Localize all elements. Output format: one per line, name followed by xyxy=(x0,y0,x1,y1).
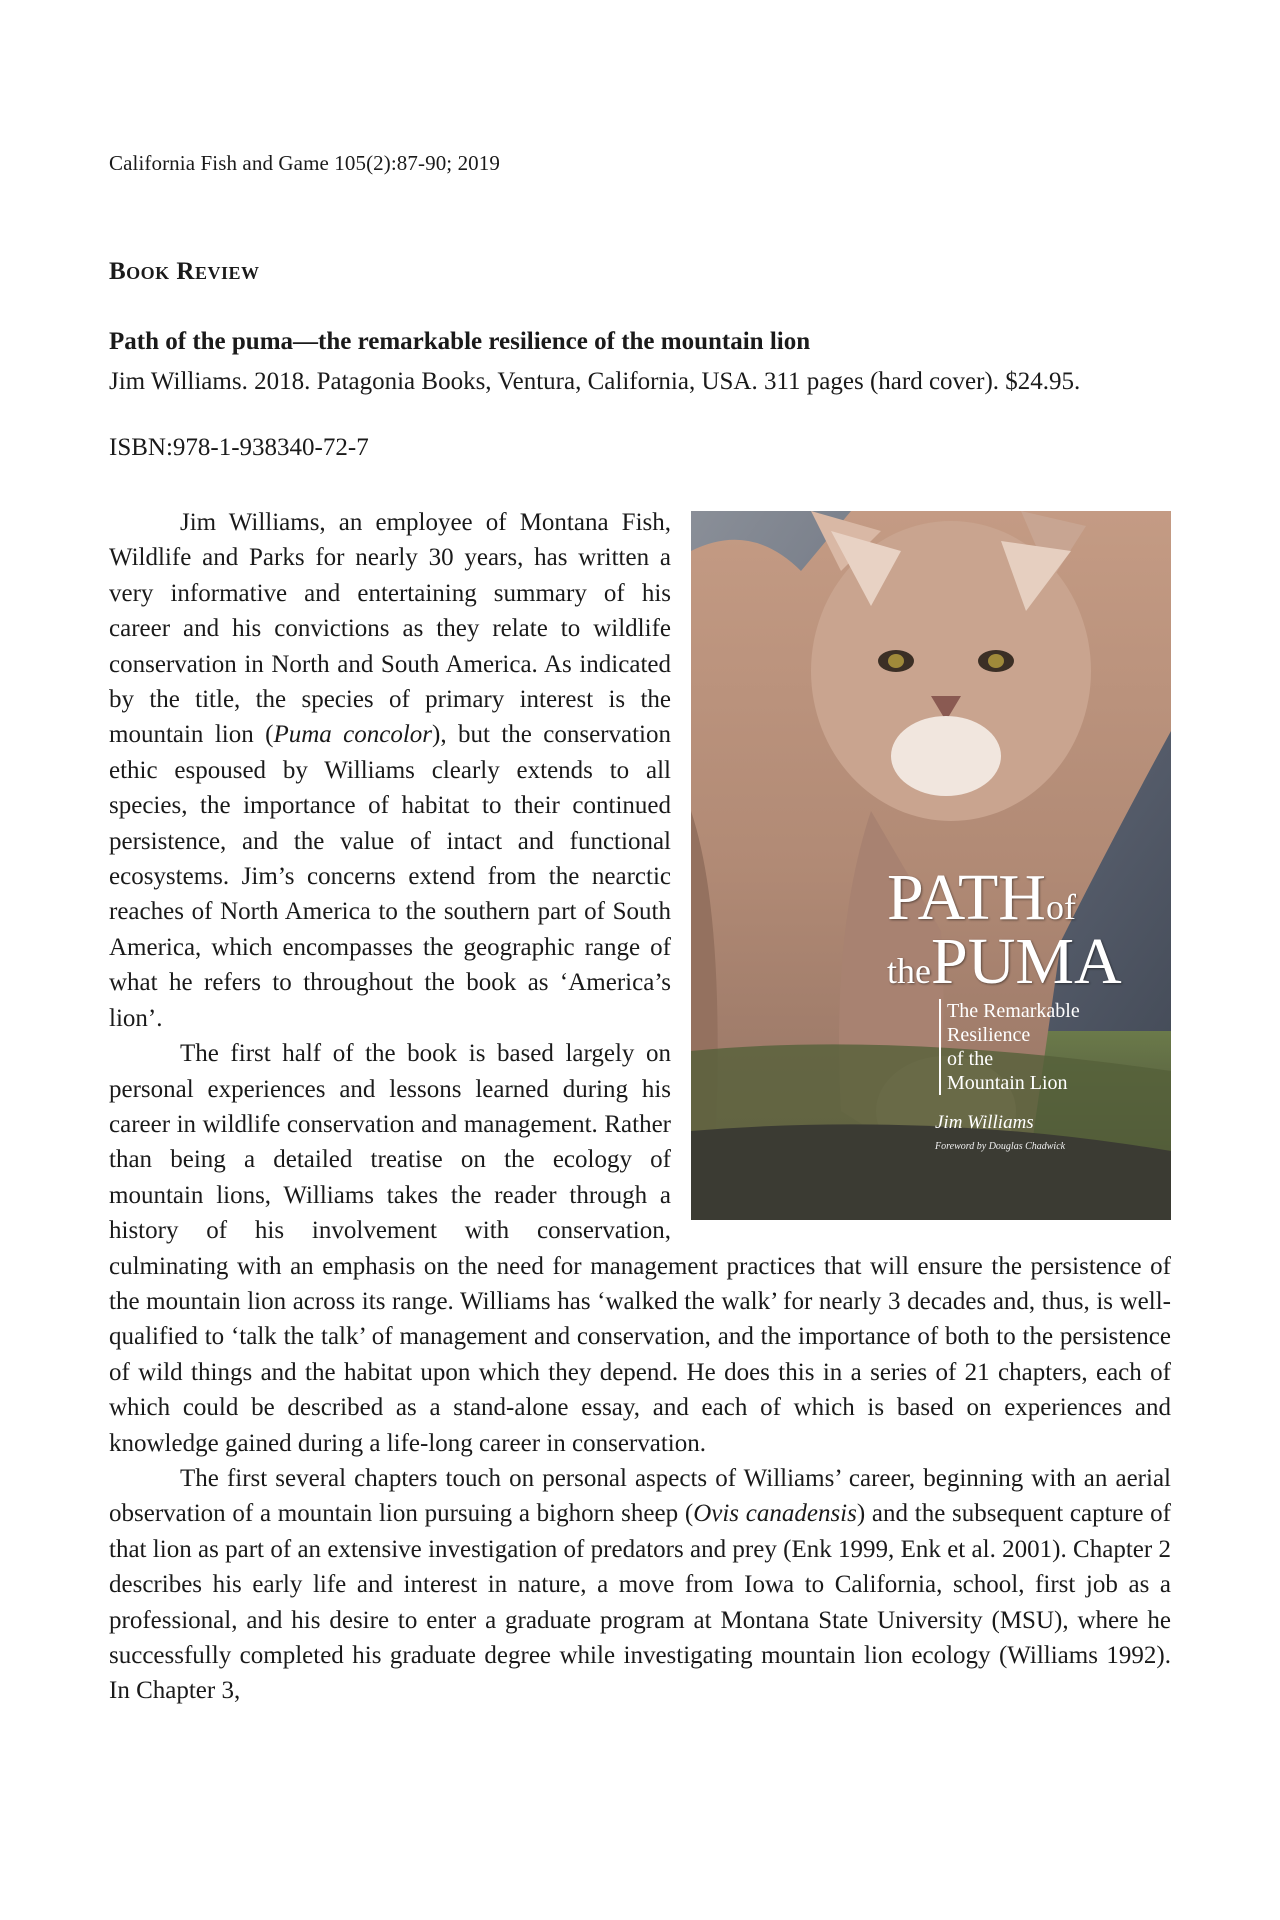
cover-subtitle xyxy=(939,999,1167,1095)
cover-title-word-path: PATH xyxy=(887,861,1046,934)
paragraph-text: Jim Williams, an employee of Montana Fish, Wildlife and Parks for nearly 30 years, has written a very informative and entertaining summary of his career and his convictions as they relate to wildlife conservation in North and South America. As indicated by the title, the species of primary interest is the mountain lion ( xyxy=(109,509,671,749)
paragraph-text: The first several chapters touch on personal aspects of Williams’ career, beginning with an aerial observation of a mountain lion pursuing a bighorn sheep ( xyxy=(109,1464,1171,1528)
body-paragraph-2: The first half of the book is based largely on personal experiences and lessons learned during his career in wildlife conservation and management. Rather than being a detailed treatise on the ecology of mountain lions, Williams takes the reader through a history of his involvement with conservation, culminating with an emphasis on the need for management practices that will ensure the persistence of the mountain lion across its range. Williams has ‘walked the walk’ for nearly 3 decades and, thus, is well-qualified to ‘talk the talk’ of management and conservation, and the importance of both to the persistence of wild things and the habitat upon which they depend. He does this in a series of 21 chapters, each of which could be described as a stand-alone essay, and each of which is based on experiences and knowledge gained during a life-long career in conservation. xyxy=(109,1040,1171,1457)
journal-citation-header: California Fish and Game 105(2):87-90; 2019 xyxy=(109,151,500,175)
species-name: Ovis canadensis xyxy=(693,1500,857,1528)
body-paragraph-3 xyxy=(109,1461,1171,1709)
paragraph-text: ) and the subsequent capture of that lion as part of an extensive investigation of predators and prey (Enk 1999, Enk et al. 2001). Chapter 2 describes his early life and interest in nature, a move from Iowa to California, school, first job as a professional, and his desire to enter a graduate program at Montana State University (MSU), where he successfully completed his graduate degree while investigating mountain lion ecology (Williams 1992). In Chapter 3, xyxy=(109,1500,1172,1705)
species-name: Puma concolor xyxy=(273,721,433,749)
book-citation: Jim Williams. 2018. Patagonia Books, Ventura, California, USA. 311 pages (hard cover). $24.95. xyxy=(109,368,1081,395)
cover-subtitle-line: Mountain Lion xyxy=(947,1072,1068,1094)
cover-foreword: Foreword by Douglas Chadwick xyxy=(935,1141,1066,1152)
review-body xyxy=(109,505,1171,1709)
cover-subtitle-line: The Remarkable xyxy=(947,1000,1080,1022)
cover-title-word-the: the xyxy=(887,951,931,991)
review-title: Path of the puma—the remarkable resilience of the mountain lion xyxy=(109,328,811,355)
book-cover-image xyxy=(691,511,1171,1220)
cover-title-line-1 xyxy=(887,861,1076,934)
cover-title-line-2 xyxy=(887,925,1122,998)
cover-author: Jim Williams xyxy=(935,1112,1034,1133)
book-isbn: ISBN:978-1-938340-72-7 xyxy=(109,434,369,461)
cover-title-word-of: of xyxy=(1045,887,1076,927)
section-heading: Book Review xyxy=(109,258,260,285)
cover-subtitle-line: Resilience xyxy=(947,1024,1031,1046)
cover-title-word-puma: PUMA xyxy=(930,925,1122,998)
cover-subtitle-line: of the xyxy=(947,1048,994,1070)
paragraph-text: ), but the conservation ethic espoused by Williams clearly extends to all species, the importance of habitat to their continued persistence, and the value of intact and functional ecosystems. Jim’s concerns extend from the nearctic reaches of North America to the southern part of South America, which encompasses the geographic range of what he refers to throughout the book as ‘America’s lion’. xyxy=(109,721,671,1032)
